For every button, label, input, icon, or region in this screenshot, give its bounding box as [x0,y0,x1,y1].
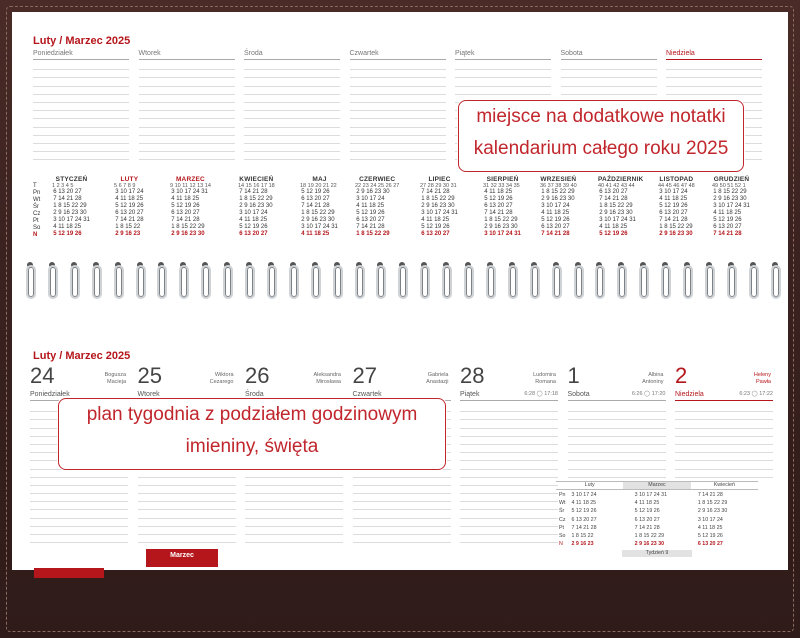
year-month-row: 3 10 17 24 [239,210,268,216]
year-month-row: 3 10 17 24 31 [53,217,90,223]
nameday-names [70,372,126,385]
mini-row-label: So [559,533,566,540]
top-day-header-3: Czwartek [350,50,446,60]
week-day-label [568,391,666,401]
year-month-row: 4 11 18 25 [53,224,82,230]
year-month-row: 6 13 20 27 [484,203,513,209]
year-month-name: STYCZEŃ [55,176,88,183]
sunrise-sunset: 6:23 ◯ 17:22 [739,391,773,397]
spiral-ring [114,265,124,299]
year-month-row: 1 8 15 22 29 [421,196,455,202]
year-month-row: 3 10 17 24 31 [421,210,458,216]
year-month-row: 4 11 18 25 [599,224,628,230]
mini-row-label: Pt [559,524,565,531]
sunrise-sunset: 6:26 ◯ 17:20 [631,391,666,397]
top-page-title: Luty / Marzec 2025 [33,35,131,47]
mini-marzec-row: 5 12 19 26 [634,508,660,515]
top-day-header-0: Poniedziałek [33,50,129,60]
year-month-name: MAJ [312,176,327,183]
spiral-ring [595,265,605,299]
year-month-row: 7 14 21 28 [53,196,82,202]
year-month-weeks: 40 41 42 43 44 [598,183,635,189]
mini-luty-row: 7 14 21 28 [571,524,597,531]
year-month-row: 1 8 15 22 29 [541,189,575,195]
year-month-row: 5 12 19 26 [541,217,570,223]
mini-marzec-row: 4 11 18 25 [634,500,660,507]
top-day-header-6: Niedziela [666,50,762,60]
nameday-names [393,372,449,385]
nameday-name: Wiktora [214,372,234,378]
year-month-name: LIPIEC [428,176,451,183]
year-month-row: 2 9 16 23 30 [53,210,87,216]
spiral-ring [464,265,474,299]
year-month-row: 6 13 20 27 [239,231,268,237]
spiral-ring [179,265,189,299]
year-month-row: 1 8 15 22 29 [599,203,633,209]
spiral-ring [311,265,321,299]
year-month-row: 2 9 16 23 30 [421,203,455,209]
year-cal-row-label: Wt [33,197,41,203]
week-day-label-text: Wtorek [137,391,160,398]
week-day-number: 1 [567,363,580,388]
spiral-ring [70,265,80,299]
spiral-ring [92,265,102,299]
year-month-weeks: 1 2 3 4 5 [52,183,74,189]
year-month-row: 1 8 15 22 29 [356,231,390,237]
year-month-row: 2 9 16 23 30 [713,196,747,202]
year-month-row: 5 12 19 26 [171,203,200,209]
week-day-label [675,391,773,401]
year-month-weeks: 14 15 16 17 18 [238,183,275,189]
year-month-row: 4 11 18 25 [484,189,513,195]
year-month-row: 7 14 21 28 [356,224,385,230]
spiral-ring [26,265,36,299]
week-day-lines[interactable] [568,404,666,478]
spiral-ring [683,265,693,299]
week-day-label-text: Środa [245,391,264,398]
week-day-lines[interactable] [460,404,558,543]
top-day-header-2: Środa [244,50,340,60]
spiral-ring [267,265,277,299]
year-month-row: 4 11 18 25 [171,196,200,202]
year-month-weeks: 5 6 7 8 9 [114,183,136,189]
week-day-lines[interactable] [675,404,773,478]
year-month-row: 7 14 21 28 [599,196,628,202]
year-month-row: 3 10 17 24 31 [599,217,636,223]
year-cal-row-label: Cz [33,211,41,217]
nameday-name: Antoniny [642,378,664,385]
spiral-ring [201,265,211,299]
week-day-number: 28 [460,363,485,388]
nameday-name: Bogusza [104,372,126,378]
nameday-names [178,372,234,385]
mini-kwiecien-row: 1 8 15 22 29 [697,500,728,507]
year-cal-row-label: Pn [33,190,41,196]
year-month-row: 7 14 21 28 [115,217,144,223]
year-month-row: 1 8 15 22 29 [171,224,205,230]
year-month-row: 2 9 16 23 30 [301,217,335,223]
spiral-ring [376,265,386,299]
mini-kwiecien-row: 5 12 19 26 [697,533,723,540]
spiral-ring [48,265,58,299]
top-day-header-1: Wtorek [139,50,235,60]
mini-luty-row: 2 9 16 23 [571,541,594,548]
mini-month-name: Kwiecień [713,482,735,488]
year-month-row: 6 13 20 27 [171,210,200,216]
year-month-row: 5 12 19 26 [659,203,688,209]
year-month-row: 4 11 18 25 [421,217,450,223]
mini-row-label: Wt [559,500,566,507]
note-weekplan [58,398,446,470]
year-month-row: 3 10 17 24 31 [713,203,750,209]
year-month-row: 1 8 15 22 29 [239,196,273,202]
year-month-row: 3 10 17 24 31 [484,231,521,237]
year-month-row: 7 14 21 28 [301,203,330,209]
nameday-name: Ludomira [533,372,556,378]
year-month-row: 5 12 19 26 [115,203,144,209]
mini-marzec-row: 3 10 17 24 31 [634,492,668,498]
year-month-row: 6 13 20 27 [421,231,450,237]
spiral-ring [355,265,365,299]
spiral-ring [574,265,584,299]
year-cal-row-label: T [33,183,37,189]
week-day-number: 26 [245,363,270,388]
year-month-name: LUTY [120,176,139,183]
week-day-number: 2 [675,363,688,388]
year-month-row: 5 12 19 26 [53,231,82,237]
year-month-row: 4 11 18 25 [713,210,742,216]
year-month-row: 6 13 20 27 [356,217,385,223]
mini-marzec-row: 6 13 20 27 [634,516,660,523]
year-month-weeks: 31 32 33 34 35 [483,183,520,189]
nameday-name: Mirosława [316,378,341,385]
year-month-row: 3 10 17 24 [541,203,570,209]
note-extra-line-1: miejsce na dodatkowe notatki [476,106,726,127]
year-month-weeks: 9 10 11 12 13 14 [170,183,211,189]
year-cal-row-label: N [33,232,38,238]
year-month-row: 6 13 20 27 [599,189,628,195]
year-month-row: 3 10 17 24 [659,189,688,195]
mini-luty-row: 1 8 15 22 [571,533,594,540]
year-month-row: 2 9 16 23 30 [599,210,633,216]
year-month-row: 1 8 15 22 [115,224,141,230]
mini-marzec-row: 7 14 21 28 [634,524,660,531]
spiral-ring [727,265,737,299]
year-month-row: 6 13 20 27 [53,189,82,195]
year-month-row: 2 9 16 23 30 [541,196,575,202]
year-month-row: 4 11 18 25 [301,231,330,237]
mini-row-label: Śr [559,508,565,515]
year-month-row: 4 11 18 25 [115,196,144,202]
spiral-ring [136,265,146,299]
mini-row-label: N [559,541,563,548]
year-month-row: 3 10 17 24 31 [171,189,208,195]
year-month-row: 7 14 21 28 [713,231,742,237]
year-month-weeks: 49 50 51 52 1 [712,183,746,189]
mini-row-label: Cz [559,516,566,523]
mini-kwiecien-row: 4 11 18 25 [697,524,723,531]
year-month-name: CZERWIEC [359,176,396,183]
spiral-ring [552,265,562,299]
nameday-name: Macieja [107,378,126,385]
mini-kwiecien-row: 6 13 20 27 [697,541,723,548]
mini-luty-row: 3 10 17 24 [571,492,597,498]
mini-marzec-row: 1 8 15 22 29 [634,533,665,540]
year-month-row: 4 11 18 25 [659,196,688,202]
note-weekplan-line-1: plan tygodnia z podziałem godzinowym [86,404,418,425]
nameday-names [500,372,556,385]
year-month-weeks: 18 19 20 21 22 [300,183,337,189]
nameday-name: Aleksandra [313,372,341,378]
year-cal-row-label: Pt [33,218,39,224]
year-month-row: 6 13 20 27 [713,224,742,230]
year-month-row: 5 12 19 26 [356,210,385,216]
spiral-ring [289,265,299,299]
mini-week-number: Tydzień 9 [622,550,692,557]
note-extra-line-2: kalendarium całego roku 2025 [473,138,729,159]
year-month-row: 5 12 19 26 [301,189,330,195]
spiral-ring [705,265,715,299]
top-day-header-4: Piątek [455,50,551,60]
year-month-row: 7 14 21 28 [541,231,570,237]
year-month-name: WRZESIEŃ [540,176,577,183]
year-month-weeks: 22 23 24 25 26 27 [355,183,400,189]
spiral-ring [749,265,759,299]
bottom-page-title: Luty / Marzec 2025 [33,350,131,362]
year-month-row: 7 14 21 28 [421,189,450,195]
mini-luty-row: 6 13 20 27 [571,516,597,523]
nameday-names [715,372,771,385]
year-month-name: MARZEC [175,176,205,183]
week-day-label-text: Piątek [460,391,480,398]
mini-calendar [556,481,758,557]
year-month-row: 3 10 17 24 [356,196,385,202]
year-month-row: 1 8 15 22 29 [301,210,335,216]
mini-luty-row: 4 11 18 25 [571,500,597,507]
year-month-row: 5 12 19 26 [713,217,742,223]
year-cal-row-label: Śr [33,204,39,210]
nameday-name: Gabriela [427,372,449,378]
spiral-ring [617,265,627,299]
year-month-row: 6 13 20 27 [115,210,144,216]
week-day-label-text: Sobota [567,391,590,398]
year-month-row: 5 12 19 26 [599,231,628,237]
year-month-row: 6 13 20 27 [301,196,330,202]
note-weekplan-line-2: imieniny, święta [185,436,319,457]
week-day-number: 25 [137,363,162,388]
nameday-name: Romana [535,378,556,385]
year-month-weeks: 44 45 46 47 48 [658,183,695,189]
year-month-row: 1 8 15 22 29 [713,189,747,195]
spiral-ring [771,265,781,299]
spiral-ring [333,265,343,299]
year-month-name: PAŹDZIERNIK [598,176,644,183]
month-tab-luty[interactable] [34,568,104,578]
spiral-ring [639,265,649,299]
year-month-row: 2 9 16 23 30 [484,224,518,230]
year-month-row: 2 9 16 23 30 [659,231,693,237]
mini-month-name: Marzec [623,482,690,489]
year-month-row: 3 10 17 24 31 [301,224,338,230]
mini-month-name: Luty [584,482,595,488]
year-month-name: GRUDZIEŃ [713,176,750,183]
month-tab-marzec[interactable]: Marzec [146,549,218,567]
top-day-header-5: Sobota [561,50,657,60]
year-month-row: 1 8 15 22 29 [484,217,518,223]
spiral-ring [420,265,430,299]
mini-kwiecien-row: 7 14 21 28 [697,492,723,498]
spiral-ring [661,265,671,299]
spiral-ring [508,265,518,299]
year-month-name: KWIECIEŃ [239,176,274,183]
year-month-row: 1 8 15 22 29 [53,203,87,209]
nameday-names [608,372,664,385]
spiral-ring [530,265,540,299]
year-month-row: 7 14 21 28 [171,217,200,223]
week-day-label [460,391,558,401]
year-month-row: 4 11 18 25 [239,217,268,223]
year-month-weeks: 36 37 38 39 40 [540,183,577,189]
year-month-name: SIERPIEŃ [486,176,519,183]
year-month-row: 7 14 21 28 [239,189,268,195]
year-month-row: 5 12 19 26 [239,224,268,230]
year-month-row: 6 13 20 27 [541,224,570,230]
week-day-number: 24 [30,363,55,388]
year-month-weeks: 27 28 29 30 31 [420,183,457,189]
year-month-row: 4 11 18 25 [541,210,570,216]
year-month-row: 7 14 21 28 [659,217,688,223]
year-cal-row-label: So [33,225,41,231]
week-day-number: 27 [352,363,377,388]
week-day-label-text: Niedziela [675,391,704,398]
mini-kwiecien-row: 3 10 17 24 [697,516,723,523]
sunrise-sunset: 6:28 ◯ 17:18 [524,391,558,397]
year-month-row: 5 12 19 26 [484,196,513,202]
mini-row-label: Pn [559,492,566,498]
year-month-row: 3 10 17 24 [115,189,144,195]
spiral-ring [486,265,496,299]
year-month-row: 7 14 21 28 [484,210,513,216]
nameday-names [285,372,341,385]
year-month-row: 2 9 16 23 30 [356,189,390,195]
nameday-name: Albina [648,372,664,378]
nameday-name: Heleny [753,372,771,378]
spiral-ring [223,265,233,299]
nameday-name: Pawła [756,378,771,385]
nameday-name: Cezarego [209,378,234,385]
mini-marzec-row: 2 9 16 23 30 [634,541,665,548]
year-month-row: 2 9 16 23 30 [171,231,205,237]
spiral-ring [245,265,255,299]
spiral-ring [157,265,167,299]
spiral-ring [442,265,452,299]
year-month-row: 5 12 19 26 [421,224,450,230]
nameday-name: Anastazji [426,378,449,385]
spiral-ring [398,265,408,299]
year-month-row: 1 8 15 22 29 [659,224,693,230]
mini-luty-row: 5 12 19 26 [571,508,597,515]
year-month-name: LISTOPAD [659,176,694,183]
week-day-label-text: Czwartek [352,391,382,398]
year-month-row: 6 13 20 27 [659,210,688,216]
year-month-row: 4 11 18 25 [356,203,385,209]
year-month-row: 2 9 16 23 30 [239,203,273,209]
week-day-label-text: Poniedziałek [30,391,70,398]
year-month-row: 2 9 16 23 [115,231,141,237]
mini-kwiecien-row: 2 9 16 23 30 [697,508,728,515]
